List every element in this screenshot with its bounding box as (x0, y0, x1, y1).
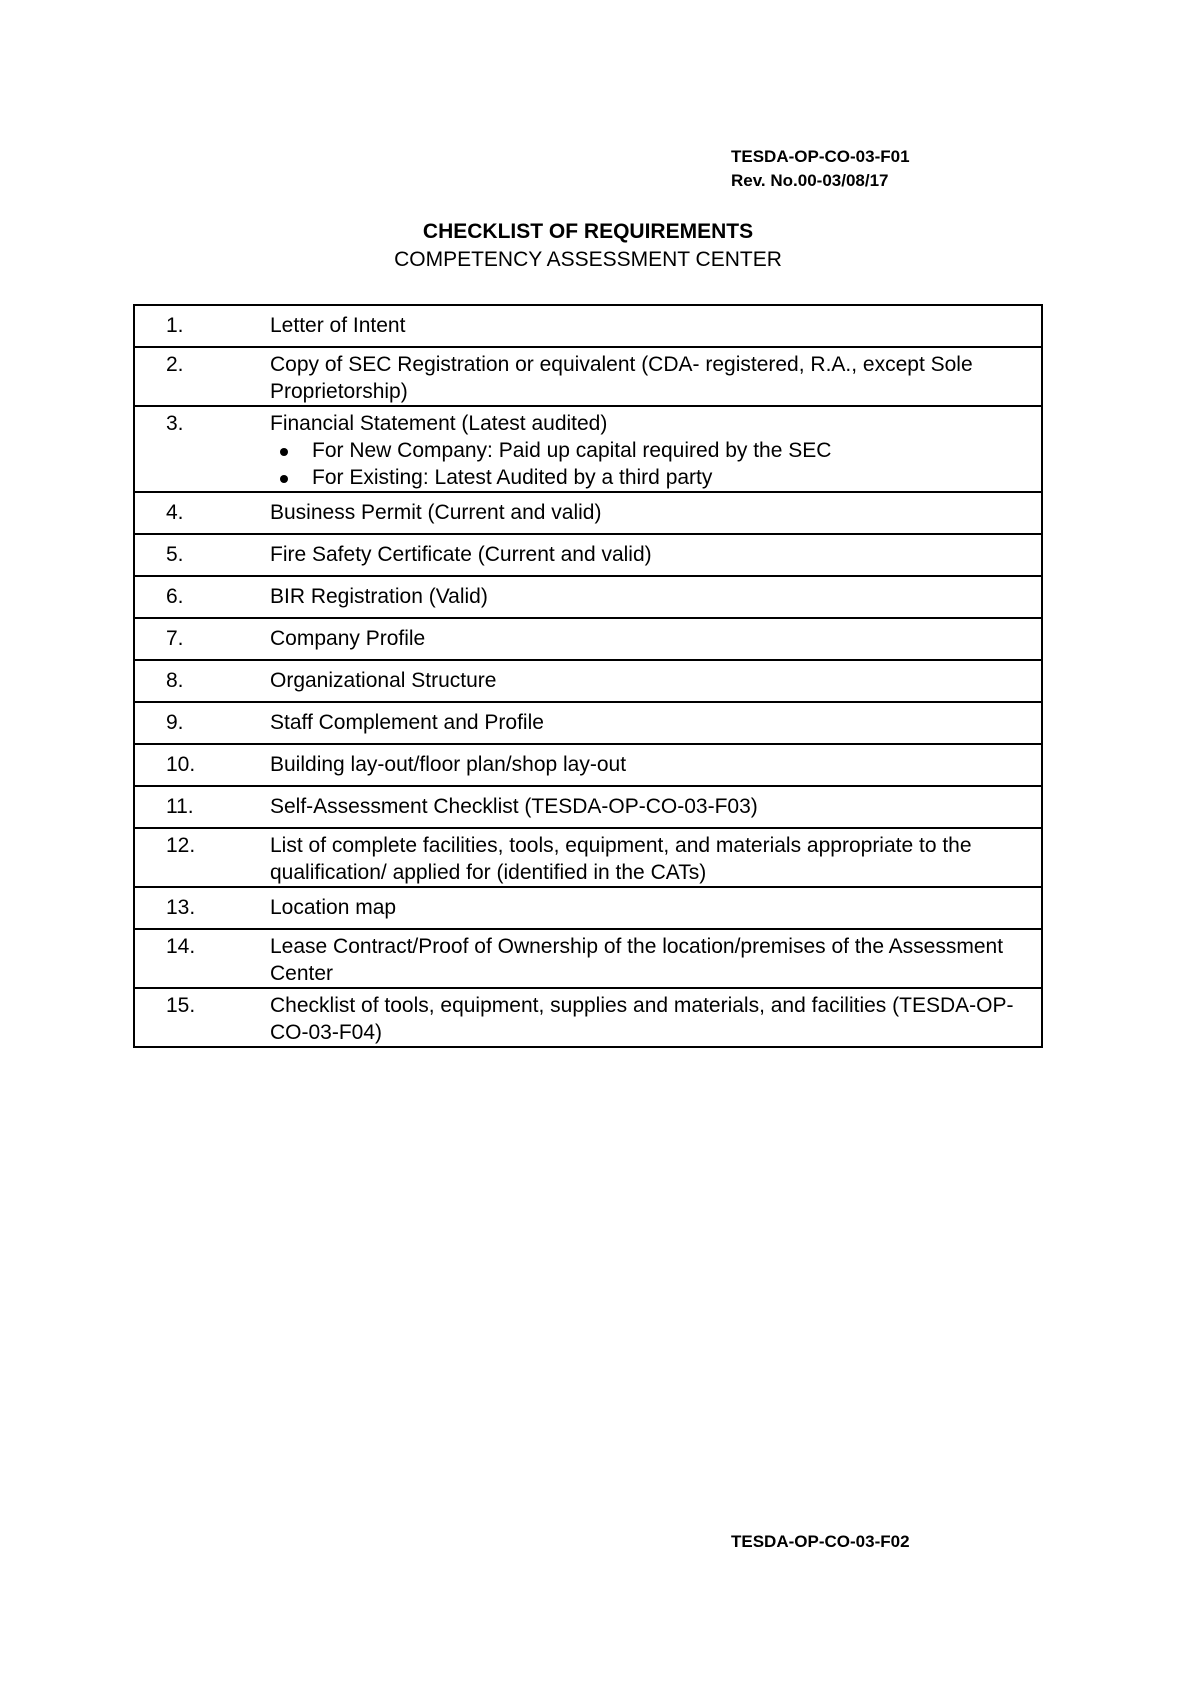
item-text: Location map (270, 887, 1042, 929)
table-row (134, 406, 1042, 492)
item-text: List of complete facilities, tools, equipment, and materials appropriate to the qualification/ applied for (identified in the CATs) (270, 828, 1042, 887)
item-number: 13. (134, 887, 270, 929)
table-row (134, 660, 1042, 702)
table-row (134, 347, 1042, 406)
item-number: 14. (134, 929, 270, 988)
table-row (134, 786, 1042, 828)
item-text: Self-Assessment Checklist (TESDA-OP-CO-03-F03) (270, 786, 1042, 828)
item-number: 1. (134, 305, 270, 347)
item-number: 4. (134, 492, 270, 534)
item-text: BIR Registration (Valid) (270, 576, 1042, 618)
item-text: Copy of SEC Registration or equivalent (CDA- registered, R.A., except Sole Proprietorship) (270, 347, 1042, 406)
document-header (731, 145, 910, 193)
table-row (134, 492, 1042, 534)
item-cell (270, 406, 1042, 492)
form-code: TESDA-OP-CO-03-F01 (731, 147, 910, 166)
item-text: Organizational Structure (270, 660, 1042, 702)
item-text: Company Profile (270, 618, 1042, 660)
bullet-item: For New Company: Paid up capital required by the SEC (270, 437, 1021, 464)
page-title: CHECKLIST OF REQUIREMENTS (422, 220, 754, 243)
item-number: 8. (134, 660, 270, 702)
bullet-item: For Existing: Latest Audited by a third party (270, 464, 1021, 491)
item-number: 6. (134, 576, 270, 618)
item-text: Lease Contract/Proof of Ownership of the location/premises of the Assessment Center (270, 929, 1042, 988)
title-block (133, 218, 1043, 274)
item-number: 9. (134, 702, 270, 744)
table-row (134, 534, 1042, 576)
table-row (134, 618, 1042, 660)
item-number: 10. (134, 744, 270, 786)
table-row (134, 305, 1042, 347)
item-number: 5. (134, 534, 270, 576)
requirements-table (133, 304, 1043, 1048)
item-text: Business Permit (Current and valid) (270, 492, 1042, 534)
table-row (134, 988, 1042, 1047)
table-row (134, 828, 1042, 887)
table-row (134, 576, 1042, 618)
table-row (134, 702, 1042, 744)
item-text: Building lay-out/floor plan/shop lay-out (270, 744, 1042, 786)
item-text: Checklist of tools, equipment, supplies and materials, and facilities (TESDA-OP-CO-03-F04) (270, 988, 1042, 1047)
table-row (134, 929, 1042, 988)
item-number: 15. (134, 988, 270, 1047)
revision-number: Rev. No.00-03/08/17 (731, 171, 889, 190)
item-number: 11. (134, 786, 270, 828)
item-text: Fire Safety Certificate (Current and valid) (270, 534, 1042, 576)
item-text: Financial Statement (Latest audited) (270, 412, 608, 435)
item-text: Letter of Intent (270, 305, 1042, 347)
page-subtitle: COMPETENCY ASSESSMENT CENTER (394, 248, 782, 271)
item-text: Staff Complement and Profile (270, 702, 1042, 744)
item-number: 7. (134, 618, 270, 660)
table-row (134, 744, 1042, 786)
item-number: 2. (134, 347, 270, 406)
footer-form-code: TESDA-OP-CO-03-F02 (731, 1532, 910, 1551)
item-number: 12. (134, 828, 270, 887)
table-row (134, 887, 1042, 929)
item-number: 3. (134, 406, 270, 492)
bullet-list (270, 437, 1021, 491)
